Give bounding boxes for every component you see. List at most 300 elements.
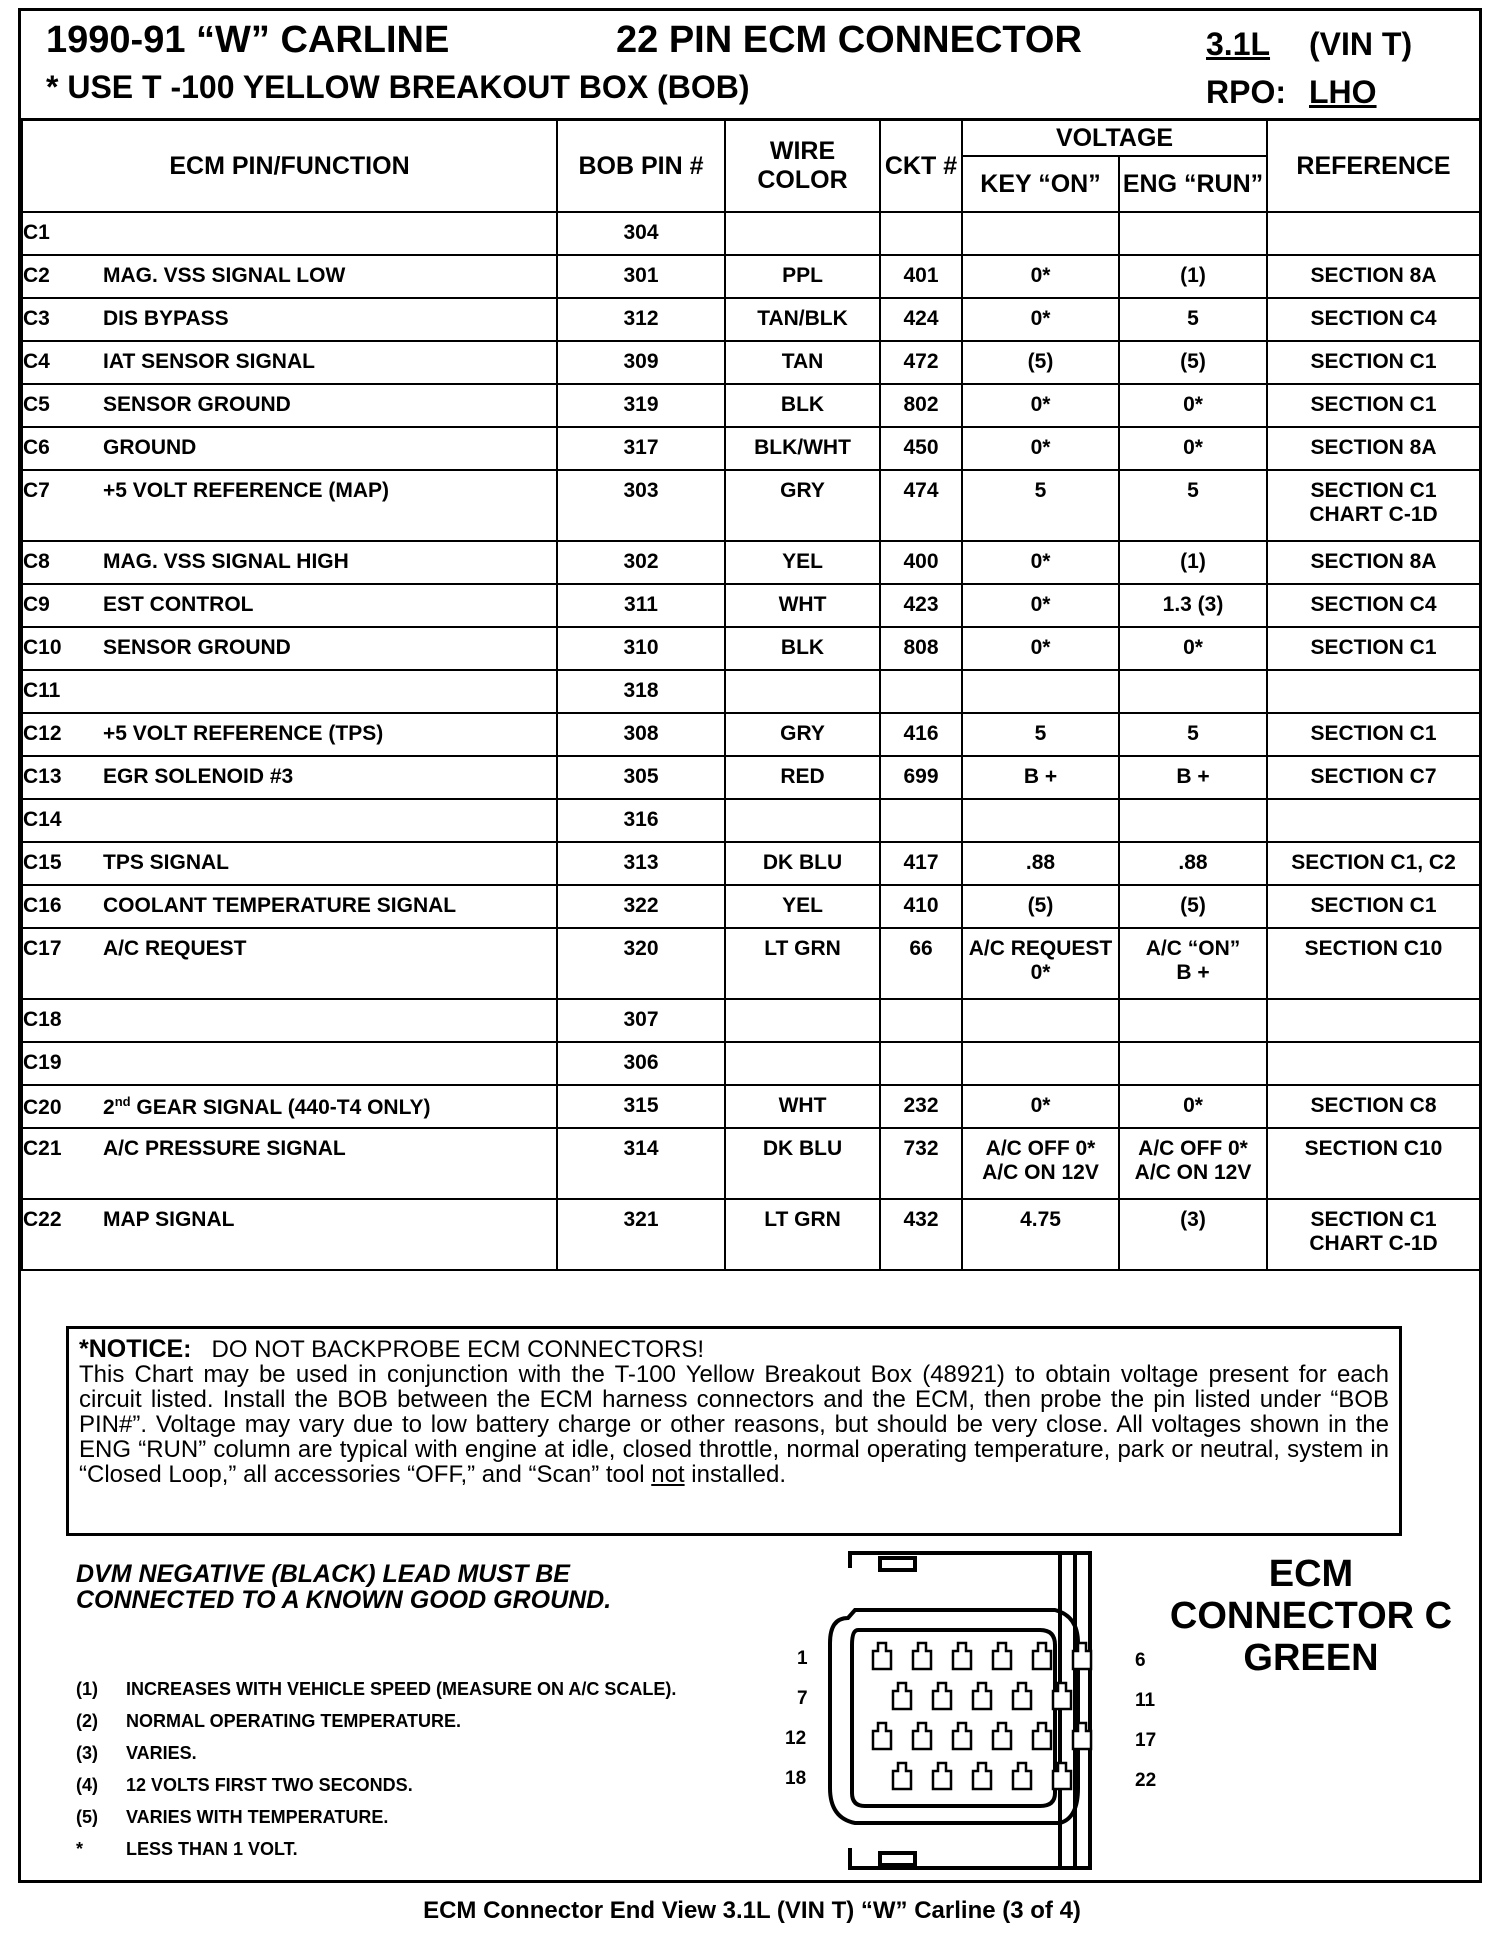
ckt-cell [880,584,962,627]
wire-color-cell-line: TAN [781,350,824,373]
ckt-cell [880,1199,962,1270]
pin-function: MAG. VSS SIGNAL LOW [103,264,346,287]
key-on-cell [962,384,1119,427]
reference-cell [1267,799,1480,842]
key-on-cell [962,627,1119,670]
pin-function: TPS SIGNAL [103,851,230,874]
table-row [22,1128,1480,1199]
pin-cavity [933,1763,951,1789]
pin-id: C12 [23,722,62,745]
bob-pin-cell-line: 304 [623,221,659,244]
table-row [22,1042,1480,1085]
bob-pin-cell-line: 319 [623,393,659,416]
table-row [22,341,1480,384]
wire-color-cell [725,1042,880,1085]
pin-cavity [973,1683,991,1709]
key-on-cell [962,341,1119,384]
pin-id: C17 [23,937,62,960]
bob-note: * USE T -100 YELLOW BREAKOUT BOX (BOB) [46,69,750,105]
pin-table [21,119,1481,1271]
pin-label-12: 12 [785,1728,807,1749]
ckt-cell-line: 423 [903,593,939,616]
ckt-cell-line: 416 [903,722,939,745]
bob-pin-cell-line: 309 [623,350,659,373]
ckt-cell-line: 66 [909,937,933,960]
bob-pin-cell [557,341,725,384]
bob-pin-cell [557,799,725,842]
wire-color-cell [725,713,880,756]
ckt-cell [880,1042,962,1085]
key-on-cell-line: 5 [1034,479,1047,502]
eng-run-cell-line: (5) [1180,894,1206,917]
reference-cell-line: SECTION C4 [1310,307,1437,330]
ckt-cell-line: 808 [903,636,939,659]
table-row [22,298,1480,341]
pin-label-6: 6 [1135,1650,1146,1671]
bob-pin-cell [557,427,725,470]
footnote-text: VARIES WITH TEMPERATURE. [126,1807,389,1827]
bob-pin-cell [557,584,725,627]
key-on-cell-line: 0* [1030,436,1051,459]
key-on-cell-line: A/C OFF 0* [985,1137,1096,1160]
reference-cell [1267,212,1480,255]
eng-run-cell-line: 5 [1187,722,1199,745]
wire-color-cell-line: BLK [780,393,825,416]
pin-function: EGR SOLENOID #3 [103,765,294,788]
dvm-warning [76,1561,611,1613]
bob-pin-cell-line: 312 [623,307,659,330]
notice-heading [79,1337,1389,1362]
eng-run-cell-line: A/C ON 12V [1134,1161,1252,1184]
footnote [76,1711,676,1743]
footnote [76,1839,676,1871]
pin-cavity [993,1643,1011,1669]
eng-run-cell [1119,842,1267,885]
bob-pin-cell-line: 320 [623,937,659,960]
eng-run-cell [1119,384,1267,427]
reference-cell-line: SECTION C8 [1310,1094,1437,1117]
pin-cavity [913,1723,931,1749]
wire-color-cell-line: TAN/BLK [757,307,848,330]
pin-function-cell [22,255,557,298]
dvm-line-1: DVM NEGATIVE (BLACK) LEAD MUST BE [76,1560,570,1588]
wire-color-cell [725,756,880,799]
reference-cell-line: SECTION C4 [1310,593,1437,616]
eng-run-cell-line: A/C “ON” [1145,937,1241,960]
eng-run-cell [1119,756,1267,799]
footnote-key: (2) [76,1711,98,1731]
eng-run-cell-line: A/C OFF 0* [1138,1137,1248,1160]
pin-function: MAP SIGNAL [103,1208,235,1231]
table-row [22,670,1480,713]
eng-run-cell-line: .88 [1178,851,1208,874]
pin-function: +5 VOLT REFERENCE (TPS) [103,722,384,745]
pin-function: A/C PRESSURE SIGNAL [103,1137,346,1160]
wire-color-cell [725,670,880,713]
key-on-cell [962,470,1119,541]
key-on-cell-line: 0* [1030,264,1051,287]
notice-body [79,1362,1389,1487]
table-row [22,885,1480,928]
eng-run-cell-line: 5 [1187,479,1199,502]
ckt-cell [880,212,962,255]
notice-text: This Chart may be used in conjunction with the T-100 Yellow Breakout Box (48921) to obtain voltage present for each circuit listed. Install the BOB between the ECM harness connectors and the ECM, then probe the pin listed under “BOB PIN#”. Voltage may vary due to low battery charge or other reasons, but should be very close. All voltages shown in the ENG “RUN” column are typical with engine at idle, closed throttle, normal operating temperature, park or neutral, system in “Closed Loop,” all accessories “OFF,” and “Scan” tool [79,1361,1389,1488]
reference-cell [1267,1085,1480,1128]
bob-pin-cell-line: 303 [623,479,659,502]
reference-cell [1267,756,1480,799]
pin-id: C4 [23,350,50,373]
pin-id: C2 [23,264,50,287]
footnote-key: (4) [76,1775,98,1795]
reference-cell [1267,427,1480,470]
key-on-cell-line: 0* [1030,1094,1051,1117]
key-on-cell-line: A/C ON 12V [982,1161,1099,1184]
pin-function-cell [22,999,557,1042]
pin-function-cell [22,756,557,799]
eng-run-cell [1119,928,1267,999]
ckt-cell [880,1128,962,1199]
key-on-cell [962,842,1119,885]
eng-run-cell [1119,1128,1267,1199]
pin-id: C1 [23,221,50,244]
ckt-cell [880,999,962,1042]
footnote-text: INCREASES WITH VEHICLE SPEED (MEASURE ON A/C SCALE). [126,1679,677,1699]
wire-color-cell [725,1199,880,1270]
pin-id: C20 [23,1096,62,1119]
col-eng-run: ENG “RUN” [1119,156,1267,212]
bob-pin-cell [557,713,725,756]
ckt-cell-line: 417 [903,851,939,874]
wire-color-cell [725,427,880,470]
pin-id: C14 [23,808,62,831]
reference-cell-line: SECTION C7 [1310,765,1437,788]
ckt-cell [880,298,962,341]
pin-function-cell [22,713,557,756]
wire-color-cell [725,255,880,298]
table-row [22,255,1480,298]
reference-cell [1267,298,1480,341]
wire-color-cell-line: LT GRN [764,937,841,960]
reference-cell [1267,999,1480,1042]
key-on-cell [962,1042,1119,1085]
pin-id: C8 [23,550,50,573]
wire-color-cell-line: YEL [782,894,823,917]
reference-cell [1267,1042,1480,1085]
ckt-cell [880,255,962,298]
pin-cavity [933,1683,951,1709]
key-on-cell-line: 0* [1030,307,1051,330]
eng-run-cell-line: 0* [1183,393,1203,416]
key-on-cell-line: A/C REQUEST [968,937,1113,960]
footnote-text: LESS THAN 1 VOLT. [126,1839,298,1859]
eng-run-cell [1119,1085,1267,1128]
pin-cavity [913,1643,931,1669]
pin-id: C22 [23,1208,62,1231]
table-row [22,799,1480,842]
key-on-cell [962,584,1119,627]
reference-cell-line: CHART C-1D [1309,503,1438,526]
key-on-cell-line: B + [1023,765,1058,788]
bob-pin-cell-line: 301 [623,264,659,287]
bob-pin-cell-line: 307 [623,1008,659,1031]
key-on-cell [962,1128,1119,1199]
reference-cell [1267,670,1480,713]
eng-run-cell [1119,999,1267,1042]
pin-function-cell [22,1199,557,1270]
pin-function: COOLANT TEMPERATURE SIGNAL [103,894,457,917]
bob-pin-cell [557,541,725,584]
wire-color-cell [725,341,880,384]
reference-cell-line: SECTION 8A [1310,550,1437,573]
pin-function-num: 2 [103,1096,115,1119]
wire-color-cell [725,1128,880,1199]
footnote [76,1775,676,1807]
footnote-text: VARIES. [126,1743,197,1763]
pin-id: C10 [23,636,62,659]
bob-pin-cell [557,885,725,928]
ckt-cell [880,627,962,670]
pin-function-cell [22,670,557,713]
ckt-cell [880,541,962,584]
wire-color-cell-line: DK BLU [762,851,843,874]
eng-run-cell-line: B + [1176,961,1210,984]
pin-label-22: 22 [1135,1770,1157,1791]
ckt-cell [880,842,962,885]
key-on-cell [962,713,1119,756]
wire-color-cell [725,885,880,928]
reference-cell-line: SECTION 8A [1310,436,1437,459]
pin-function-cell [22,1085,557,1128]
ecm-connector-title [1161,1553,1461,1679]
reference-cell-line: SECTION C1 [1310,1208,1437,1231]
eng-run-cell-line: B + [1176,765,1210,788]
ckt-cell [880,1085,962,1128]
key-on-cell [962,756,1119,799]
pin-function: A/C REQUEST [103,937,247,960]
footnote [76,1807,676,1839]
pin-cavity [1013,1683,1031,1709]
key-on-cell-line: 5 [1034,722,1047,745]
wire-color-cell [725,470,880,541]
ecm-title-1: ECM [1268,1553,1354,1595]
notice-box [66,1326,1402,1536]
reference-cell-line: SECTION C1 [1310,636,1437,659]
pin-id: C11 [23,679,61,702]
key-on-cell-line: 4.75 [1020,1208,1061,1231]
reference-cell [1267,885,1480,928]
wire-color-cell [725,384,880,427]
key-on-cell [962,541,1119,584]
wire-color-cell-line: WHT [778,1094,827,1117]
footnote [76,1743,676,1775]
connector-diagram [810,1548,1135,1878]
footnotes [76,1679,676,1871]
ckt-cell-line: 400 [903,550,939,573]
table-row [22,1199,1480,1270]
key-on-cell [962,1085,1119,1128]
col-bob-pin: BOB PIN # [557,120,725,212]
pin-function-cell [22,384,557,427]
bob-pin-cell [557,255,725,298]
pin-id: C16 [23,894,62,917]
table-row [22,1085,1480,1128]
table-row [22,627,1480,670]
eng-run-cell [1119,799,1267,842]
pin-function: DIS BYPASS [103,307,229,330]
col-key-on: KEY “ON” [962,156,1119,212]
footnote-key: (3) [76,1743,98,1763]
wire-color-cell [725,799,880,842]
dvm-line-2: CONNECTED TO A KNOWN GOOD GROUND. [76,1586,612,1614]
bob-pin-cell-line: 305 [623,765,659,788]
key-on-cell-line: 0* [1030,393,1051,416]
bob-pin-cell-line: 318 [623,679,659,702]
eng-run-cell [1119,298,1267,341]
eng-run-cell-line: (1) [1180,264,1206,287]
ckt-cell [880,384,962,427]
bob-pin-cell [557,470,725,541]
table-row [22,999,1480,1042]
wire-color-cell-line: YEL [782,550,823,573]
bob-pin-cell-line: 322 [623,894,659,917]
reference-cell-line: SECTION C10 [1304,937,1443,960]
reference-cell-line: SECTION C1 [1310,350,1437,373]
reference-cell [1267,928,1480,999]
col-reference: REFERENCE [1267,120,1480,212]
pin-label-1: 1 [797,1648,808,1669]
notice-headline: DO NOT BACKPROBE ECM CONNECTORS! [211,1336,705,1363]
rpo-label: RPO: [1206,74,1286,110]
bob-pin-cell [557,842,725,885]
wire-color-cell-line: RED [780,765,825,788]
key-on-cell-line: 0* [1030,550,1051,573]
footnote-key: (1) [76,1679,98,1699]
bob-pin-cell-line: 317 [623,436,659,459]
wire-color-cell [725,627,880,670]
ckt-cell-line: 401 [903,264,939,287]
bob-pin-cell [557,756,725,799]
pin-function-sup: nd [114,1094,131,1109]
carline-title: 1990-91 “W” CARLINE [46,19,450,61]
key-on-cell-line: .88 [1025,851,1056,874]
pin-id: C6 [23,436,50,459]
pin-cavity [1033,1723,1051,1749]
ecm-title-2: CONNECTOR C [1169,1595,1453,1637]
wire-color-cell-line: BLK/WHT [754,436,851,459]
wire-color-cell-line: GRY [780,479,825,502]
ckt-cell-line: 424 [903,307,939,330]
eng-run-cell [1119,341,1267,384]
reference-cell-line: SECTION 8A [1310,264,1437,287]
pin-id: C9 [23,593,50,616]
wire-color-cell [725,212,880,255]
reference-cell [1267,470,1480,541]
wire-color-cell [725,999,880,1042]
bob-pin-cell-line: 310 [623,636,659,659]
wire-color-cell [725,541,880,584]
wire-color-cell-line: LT GRN [764,1208,841,1231]
key-on-cell [962,298,1119,341]
reference-cell [1267,341,1480,384]
footnote-text: NORMAL OPERATING TEMPERATURE. [126,1711,462,1731]
bob-pin-cell-line: 316 [623,808,659,831]
ckt-cell-line: 699 [903,765,939,788]
ckt-cell-line: 472 [903,350,939,373]
eng-run-cell [1119,1042,1267,1085]
reference-cell [1267,541,1480,584]
footnote-text: 12 VOLTS FIRST TWO SECONDS. [126,1775,413,1795]
pin-function-cell [22,470,557,541]
pin-id: C19 [23,1051,62,1074]
reference-cell [1267,1199,1480,1270]
bob-pin-cell [557,670,725,713]
bob-pin-cell-line: 313 [623,851,659,874]
ckt-cell [880,341,962,384]
pin-function-cell [22,427,557,470]
eng-run-cell-line: 1.3 (3) [1162,593,1224,616]
footnote-key: (5) [76,1807,98,1827]
pin-label-7: 7 [797,1688,808,1709]
wire-color-cell [725,298,880,341]
bob-pin-cell-line: 311 [624,593,658,616]
pin-cavity [893,1683,911,1709]
key-on-cell-line: (5) [1027,894,1054,917]
eng-run-cell-line: (3) [1180,1208,1206,1231]
pin-cavity [1033,1643,1051,1669]
ckt-cell-line: 232 [903,1094,939,1117]
key-on-cell [962,1199,1119,1270]
eng-run-cell [1119,627,1267,670]
reference-cell-line: SECTION C1, C2 [1291,851,1456,874]
pin-label-17: 17 [1135,1730,1157,1751]
table-row [22,713,1480,756]
reference-cell-line: CHART C-1D [1309,1232,1438,1255]
wire-color-cell [725,1085,880,1128]
eng-run-cell [1119,885,1267,928]
pin-function-cell [22,1128,557,1199]
bob-pin-cell-line: 314 [623,1137,659,1160]
pin-function-cell [22,541,557,584]
key-on-cell-line: 0* [1030,593,1051,616]
pin-function-cell [22,627,557,670]
bob-pin-cell-line: 315 [623,1094,659,1117]
pin-function-cell [22,584,557,627]
pin-cavity [893,1763,911,1789]
key-on-cell-line: 0* [1030,636,1051,659]
pin-label-11: 11 [1135,1690,1156,1711]
eng-run-cell-line: (5) [1180,350,1206,373]
wire-color-cell-line: PPL [782,264,823,287]
engine-label: 3.1L [1206,26,1271,62]
pin-function-cell [22,212,557,255]
pin-id: C7 [23,479,50,502]
footnote [76,1679,676,1711]
pin-id: C18 [23,1008,62,1031]
pin-function-cell [22,341,557,384]
ckt-cell [880,427,962,470]
latch-top [880,1558,915,1570]
pin-cavity [873,1723,891,1749]
bob-pin-cell [557,1128,725,1199]
eng-run-cell [1119,470,1267,541]
bob-pin-cell [557,1042,725,1085]
bob-pin-cell [557,627,725,670]
col-ckt: CKT # [880,120,962,212]
ckt-cell [880,713,962,756]
pin-cavity [1013,1763,1031,1789]
pin-function: EST CONTROL [103,593,254,616]
pin-cavity [993,1723,1011,1749]
